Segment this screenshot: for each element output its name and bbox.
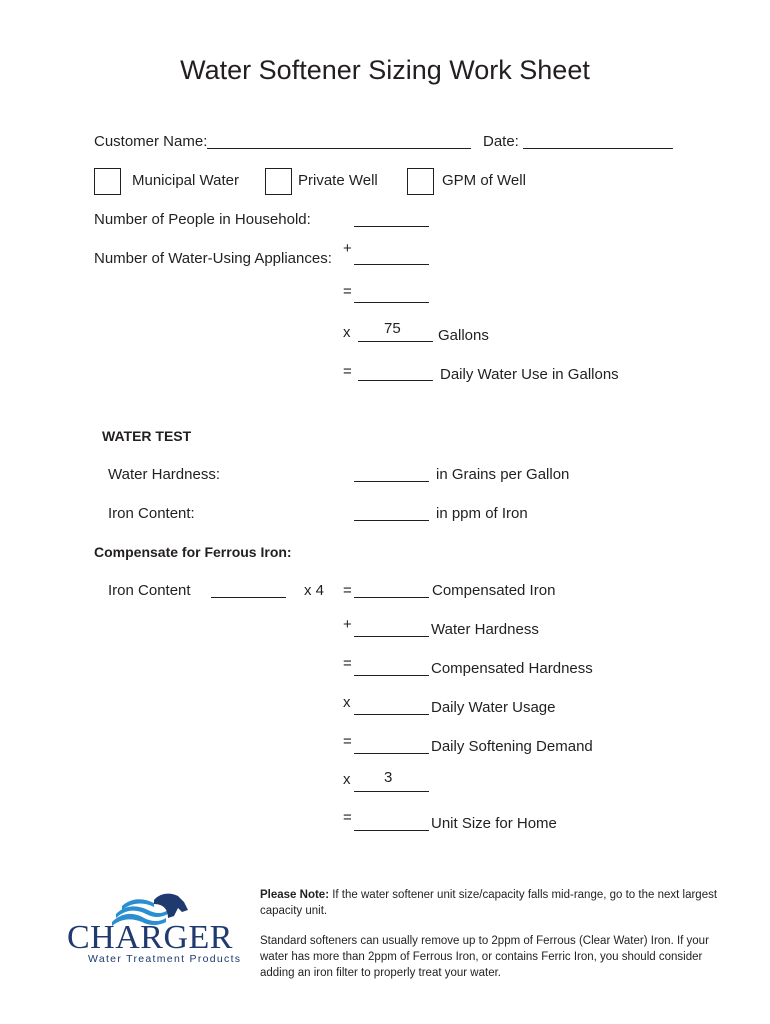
times-sign: x (343, 694, 351, 711)
gallons-value: 75 (384, 320, 401, 337)
multiplier: x 4 (304, 582, 325, 599)
equals-sign: = (343, 733, 352, 750)
daily-usage-field[interactable] (354, 714, 429, 715)
daily-use-label: Daily Water Use in Gallons (440, 366, 619, 383)
appliances-field[interactable] (354, 264, 429, 265)
page-title: Water Softener Sizing Work Sheet (180, 55, 590, 85)
iron-label: Iron Content: (108, 505, 195, 522)
factor-value: 3 (384, 769, 393, 786)
date-label: Date: (483, 133, 519, 150)
softening-demand-field[interactable] (354, 753, 429, 754)
appliances-label: Number of Water-Using Appliances: (94, 250, 332, 267)
compensated-iron-label: Compensated Iron (432, 582, 556, 599)
equals-sign: = (343, 283, 352, 300)
iron-field[interactable] (354, 520, 429, 521)
factor-field (354, 791, 429, 792)
water-hardness-field[interactable] (354, 636, 429, 637)
iron-unit: in ppm of Iron (436, 505, 528, 522)
municipal-water-label: Municipal Water (132, 172, 239, 189)
equals-sign: = (343, 363, 352, 380)
equals-sign: = (343, 655, 352, 672)
compensated-hardness-label: Compensated Hardness (431, 660, 593, 677)
iron-content-field[interactable] (211, 597, 286, 598)
times-sign: x (343, 771, 351, 788)
please-note-label: Please Note: (260, 889, 330, 901)
compensated-iron-field[interactable] (354, 597, 429, 598)
hardness-label: Water Hardness: (108, 466, 220, 483)
please-note-paragraph (260, 887, 720, 919)
charger-logo-wordmark: CHARGER (67, 919, 233, 956)
please-note-text: If the water softener unit size/capacity falls mid-range, go to the next largest capacity unit. (260, 889, 718, 917)
water-hardness-label: Water Hardness (431, 621, 539, 638)
customer-name-label: Customer Name: (94, 133, 208, 150)
compensated-hardness-field[interactable] (354, 675, 429, 676)
daily-use-field[interactable] (358, 380, 433, 381)
unit-size-label: Unit Size for Home (431, 815, 557, 832)
gpm-of-well-checkbox[interactable] (407, 168, 434, 195)
iron-content-label: Iron Content (108, 582, 191, 599)
softening-demand-label: Daily Softening Demand (431, 738, 593, 755)
iron-note-paragraph: Standard softeners can usually remove up to 2ppm of Ferrous (Clear Water) Iron. If your water has more than 2ppm of Ferrous Iron, or contains Ferric Iron, you should consider adding an iron filter to properly treat your water. (260, 935, 709, 979)
unit-size-field[interactable] (354, 830, 429, 831)
times-sign: x (343, 324, 351, 341)
equals-sign: = (343, 809, 352, 826)
plus-sign: + (343, 240, 352, 257)
people-label: Number of People in Household: (94, 211, 311, 228)
plus-sign: + (343, 616, 352, 633)
date-field[interactable] (523, 148, 673, 149)
gpm-of-well-label: GPM of Well (442, 172, 526, 189)
gallons-field (358, 341, 433, 342)
gallons-label: Gallons (438, 327, 489, 344)
hardness-field[interactable] (354, 481, 429, 482)
compensate-heading: Compensate for Ferrous Iron: (94, 544, 292, 560)
daily-usage-label: Daily Water Usage (431, 699, 556, 716)
household-sum-field[interactable] (354, 302, 429, 303)
charger-logo-tagline: Water Treatment Products (88, 953, 242, 965)
water-test-heading: WATER TEST (102, 428, 192, 444)
hardness-unit: in Grains per Gallon (436, 466, 570, 483)
private-well-label: Private Well (298, 172, 378, 189)
people-field[interactable] (354, 226, 429, 227)
private-well-checkbox[interactable] (265, 168, 292, 195)
equals-sign: = (343, 582, 352, 599)
municipal-water-checkbox[interactable] (94, 168, 121, 195)
customer-name-field[interactable] (207, 148, 471, 149)
